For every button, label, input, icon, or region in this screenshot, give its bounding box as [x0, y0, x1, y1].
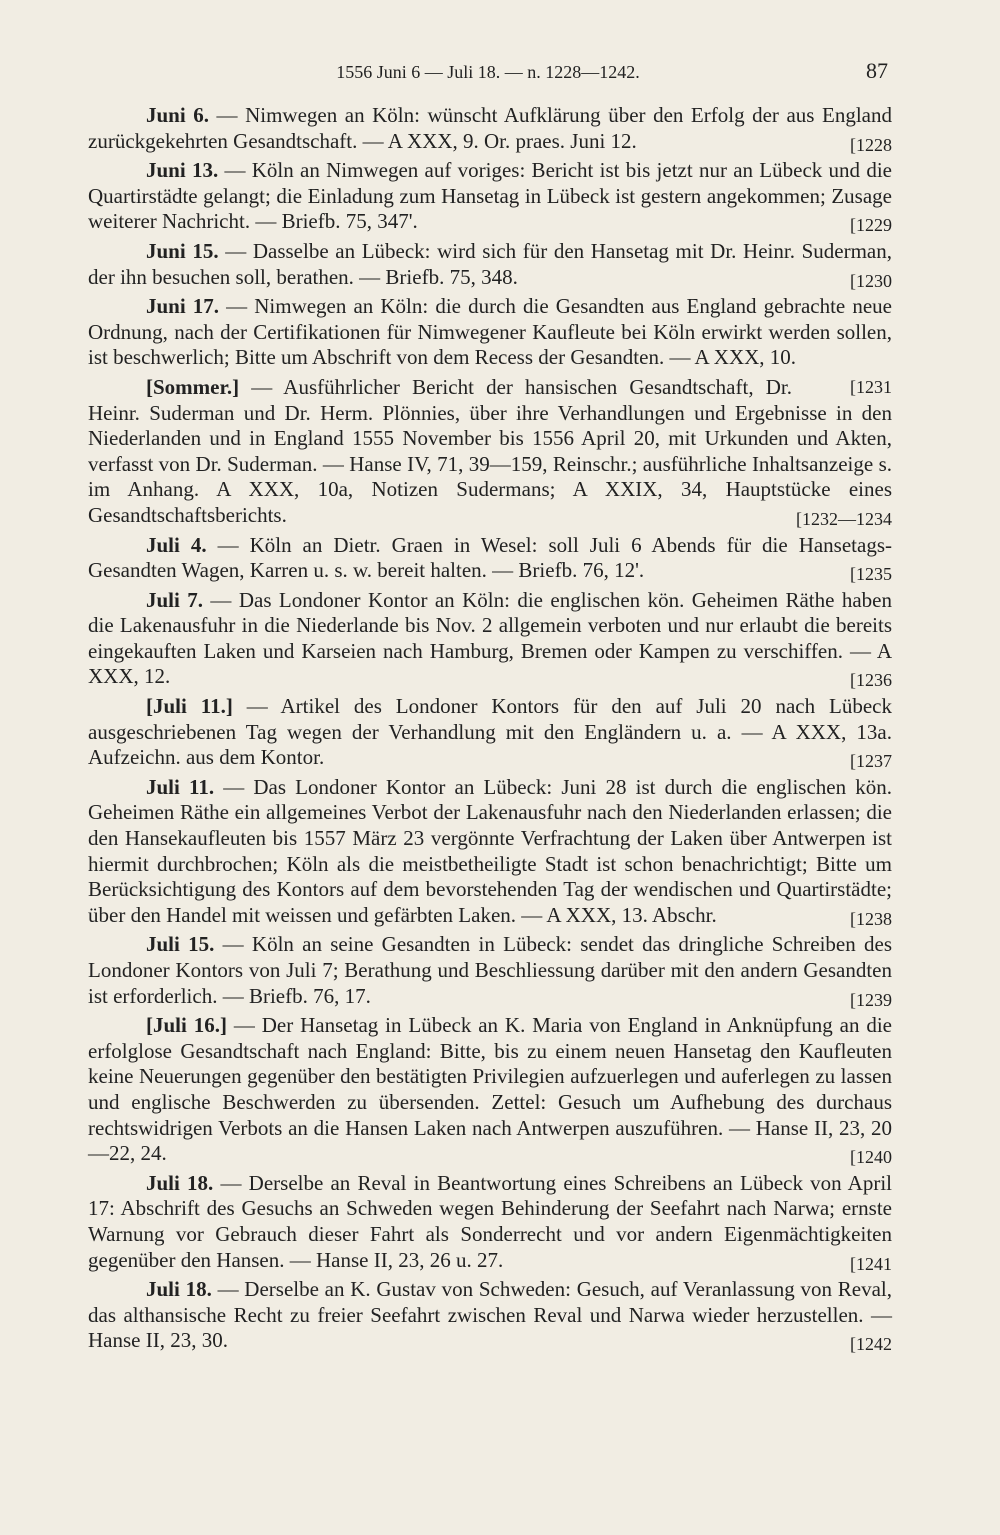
entry-text: — Das Londoner Kontor an Köln: die englischen kön. Geheimen Räthe haben die Lakenausfuhr in die Niederlande bis Nov. 2 allgemein verboten und nur erlaubt die bereits eingekauften Laken und Karseien nach Hamburg, Bremen oder Kampen zu verschiffen. — A XXX, 12.	[88, 587, 892, 689]
entry-number: [1236	[850, 670, 892, 691]
entry-number: [1237	[850, 751, 892, 772]
entry-1237	[88, 694, 892, 771]
entry-1239	[88, 932, 892, 1009]
entry-text: — Ausführlicher Bericht der hansischen Gesandtschaft, Dr. Heinr. Suderman und Dr. Herm. Plönnies, über ihre Verhandlungen und Ergebnisse in den Niederlanden und in England 1555 November bis 1556 April 20, mit Urkunden und Akten, verfasst von Dr. Suderman. — Hanse IV, 71, 39—159, Reinschr.; ausführliche Inhaltsanzeige s. im Anhang. A XXX, 10a, Notizen Sudermans; A XXIX, 34, Hauptstücke eines Gesandtschaftsberichts.	[88, 374, 892, 527]
entry-1228	[88, 103, 892, 154]
entry-number: [1239	[850, 989, 892, 1010]
entry-date: Juli 4.	[146, 532, 207, 557]
entry-date: [Juli 16.]	[146, 1013, 227, 1038]
entry-text: — Köln an Nimwegen auf voriges: Bericht ist bis jetzt nur an Lübeck und die Quartirstädte gelangt; die Einladung zum Hansetag in Lübeck ist gestern angekommen; Zusage weiterer Nachricht. — Briefb. 75, 347'.	[88, 158, 892, 234]
running-head: 1556 Juni 6 — Juli 18. — n. 1228—1242.	[336, 62, 640, 82]
entry-text: — Köln an seine Gesandten in Lübeck: sendet das dringliche Schreiben des Londoner Kontors von Juli 7; Berathung und Beschliessung darüber mit den andern Gesandten ist erforderlich. — Briefb. 76, 17.	[88, 932, 893, 1008]
entry-date: Juli 18.	[146, 1277, 212, 1302]
entry-date: Juli 11.	[146, 774, 215, 799]
entry-1235	[88, 533, 892, 584]
entry-number: [1235	[850, 564, 892, 585]
page-number: 87	[866, 58, 888, 83]
entry-1240	[88, 1013, 892, 1167]
entry-1242	[88, 1277, 892, 1354]
entry-1232-1234	[88, 375, 892, 529]
entry-number: [1231	[850, 376, 892, 397]
entry-date: [Sommer.]	[146, 374, 240, 399]
entry-text: — Artikel des Londoner Kontors für den auf Juli 20 nach Lübeck ausgeschriebenen Tag wegen der Verhandlung mit den Engländern u. a. — A XXX, 13a. Aufzeichn. aus dem Kontor.	[88, 694, 892, 770]
entry-1230	[88, 239, 892, 290]
entry-date: Juli 15.	[146, 932, 215, 957]
entry-text: — Nimwegen an Köln: wünscht Aufklärung über den Erfolg der aus England zurückgekehrten Gesandtschaft. — A XXX, 9. Or. praes. Juni 12.	[88, 103, 892, 153]
entry-text: — Derselbe an Reval in Beantwortung eines Schreibens an Lübeck von April 17: Abschrift des Gesuchs an Schweden wegen Behinderung der Seefahrt nach Narwa; ernste Warnung vor Gebrauch dieser Fahrt als Sonderrecht und vor andern Eigenmächtigkeiten gegenüber den Hansen. — Hanse II, 23, 26 u. 27.	[88, 1170, 892, 1272]
entry-date: Juni 13.	[146, 158, 219, 183]
entry-text: — Köln an Dietr. Graen in Wesel: soll Juli 6 Abends für die Hansetags-Gesandten Wagen, Karren u. s. w. bereit halten. — Briefb. 76, 12'.	[88, 532, 892, 583]
entry-date: Juli 7.	[146, 587, 204, 612]
entry-text: — Derselbe an K. Gustav von Schweden: Gesuch, auf Veranlassung von Reval, das althansische Recht zu freier Seefahrt zwischen Reval und Narwa wieder herzustellen. — Hanse II, 23, 30.	[88, 1277, 892, 1353]
entry-list	[88, 103, 892, 1358]
entry-number: [1232—1234	[796, 508, 892, 529]
entry-number: [1242	[850, 1334, 892, 1355]
entry-1236	[88, 588, 892, 690]
entry-date: Juni 6.	[146, 103, 209, 127]
entry-number: [1240	[850, 1147, 892, 1168]
entry-text: — Dasselbe an Lübeck: wird sich für den Hansetag mit Dr. Heinr. Suderman, der ihn besuchen soll, berathen. — Briefb. 75, 348.	[88, 238, 892, 289]
entry-number: [1229	[850, 215, 892, 236]
entry-number: [1241	[850, 1253, 892, 1274]
entry-date: Juni 17.	[146, 294, 220, 319]
entry-number: [1228	[850, 134, 892, 155]
entry-date: Juni 15.	[146, 238, 219, 263]
entry-number: [1230	[850, 270, 892, 291]
entry-date: Juli 18.	[146, 1170, 214, 1195]
entry-1238	[88, 775, 892, 929]
entry-1241	[88, 1171, 892, 1273]
entry-text: — Das Londoner Kontor an Lübeck: Juni 28 ist durch die englischen kön. Geheimen Räthe ein allgemeines Verbot der Lakenausfuhr nach den Niederlanden erlassen; die den Hansekaufleuten bis 1557 März 23 vergönnte Verfrachtung der Laken über Antwerpen ist hiermit durchbrochen; Köln als die meistbetheiligte Stadt ist schon benachrichtigt; Bitte um Berücksichtigung des Kontors auf dem bevorstehenden Tag der wendischen und Quartirstädte; über den Handel mit weissen und gefärbten Laken. — A XXX, 13. Abschr.	[88, 774, 892, 927]
entry-text: — Der Hansetag in Lübeck an K. Maria von England in Anknüpfung an die erfolglose Gesandtschaft nach England: Bitte, bis zu einem neuen Hansetag den Kaufleuten keine Neuerungen gegenüber den bestätigten Privilegien aufzuerlegen und auferlegen zu lassen und englische Beschwerden zu übersenden. Zettel: Gesuch um Aufhebung des durchaus rechtswidrigen Verbots an die Hansen Laken nach Antwerpen auszuführen. — Hanse II, 23, 20—22, 24.	[88, 1013, 892, 1166]
entry-1229	[88, 158, 892, 235]
entry-date: [Juli 11.]	[146, 694, 233, 719]
entry-text: — Nimwegen an Köln: die durch die Gesandten aus England gebrachte neue Ordnung, nach der Certifikationen für Nimwegener Kaufleute bei Köln erwirkt werden sollen, ist beschwerlich; Bitte um Abschrift von dem Recess der Gesandten. — A XXX, 10.	[88, 294, 892, 370]
entry-number: [1238	[850, 908, 892, 929]
